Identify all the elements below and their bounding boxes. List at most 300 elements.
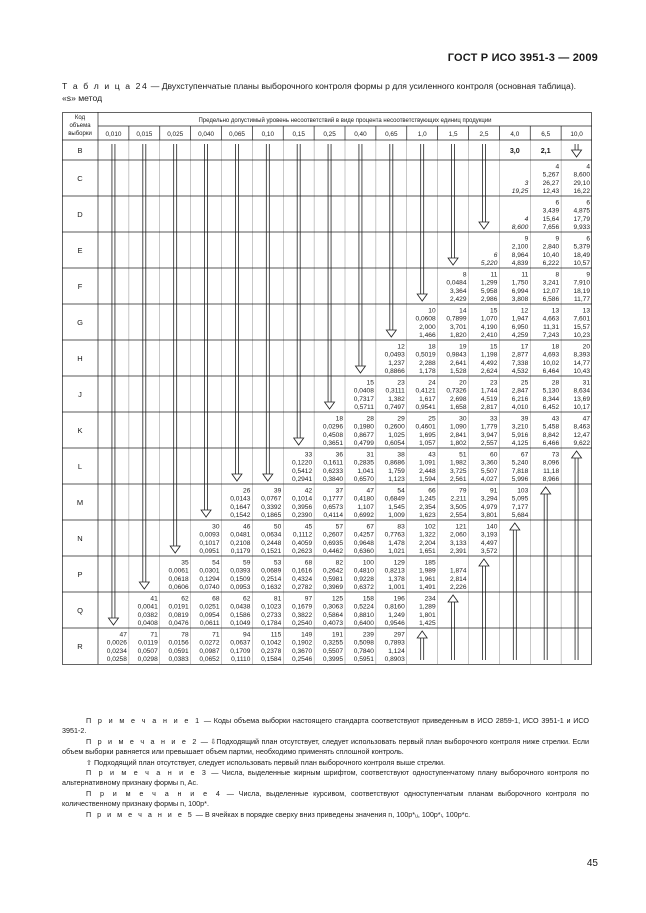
cell-r7-c13-line1: 2,847 — [511, 387, 529, 395]
cell-r7-c10-line2: 1,617 — [419, 395, 436, 403]
cell-r13-c3-line2: 0,0954 — [199, 611, 220, 619]
cell-r8-c9-line3: 0,6054 — [384, 440, 405, 447]
cell-r12-c6-line0: 68 — [304, 559, 313, 567]
cell-r8-c11-line3: 1,802 — [449, 440, 467, 447]
cell-r13-c1-line2: 0,0382 — [137, 611, 158, 619]
cell-r12-c7-line0: 82 — [335, 559, 343, 567]
cell-r4-c11-line3: 2,429 — [449, 296, 467, 303]
cell-r4-c14-line0: 8 — [555, 271, 560, 279]
cell-r2-c14-line0: 6 — [555, 199, 560, 207]
cell-r5-c14-line1: 4,663 — [542, 315, 560, 323]
cell-r9-c6-line0: 33 — [304, 451, 313, 459]
cell-r6-c11-line3: 1,528 — [449, 368, 467, 375]
sampling-plans-table — [62, 112, 592, 671]
cell-r3-c14-line2: 10,40 — [542, 251, 560, 259]
cell-r11-c4-line0: 46 — [243, 523, 251, 531]
code-header-line: объема — [69, 123, 91, 129]
cell-r10-c7-line0: 37 — [335, 487, 343, 495]
cell-r12-c9-line1: 0,8213 — [384, 567, 405, 575]
cell-r4-c12-line2: 5,958 — [480, 287, 498, 295]
cell-r12-c8-line1: 0,4810 — [353, 567, 374, 575]
cell-r5-c11-line2: 3,701 — [449, 323, 467, 331]
cell-r11-c7-line2: 0,6935 — [322, 539, 343, 547]
cell-r14-c7-line0: 191 — [331, 631, 343, 639]
cell-r7-c11-line2: 2,698 — [449, 395, 467, 403]
cell-r12-c2-line0: 35 — [181, 559, 189, 567]
cell-r14-c2-line2: 0,0591 — [168, 647, 189, 655]
cell-r5-c14-line2: 11,31 — [543, 323, 560, 331]
cell-r11-c12-line1: 3,193 — [480, 531, 498, 539]
cell-r6-c12-line1: 1,198 — [480, 351, 498, 359]
cell-r5-c12-line3: 2,410 — [480, 332, 498, 339]
cell-r11-c3-line2: 0,1017 — [199, 539, 220, 547]
cell-r13-c4-line0: 62 — [243, 595, 251, 603]
cell-r6-c13-line3: 4,532 — [511, 368, 529, 375]
row-code-R: R — [77, 642, 83, 651]
caption-label: Т а б л и ц а 24 — [62, 81, 149, 91]
note-3-label: П р и м е ч а н и е 3 — [86, 768, 208, 778]
note-2-label: П р и м е ч а н и е 2 — [86, 736, 199, 746]
cell-r11-c5-line3: 0,1521 — [261, 548, 282, 555]
cell-r10-c13-line3: 5,684 — [511, 512, 529, 519]
cell-r11-c9-line1: 0,7763 — [384, 531, 405, 539]
cell-r7-c8-line0: 15 — [366, 379, 374, 387]
cell-r9-c7-line3: 0,3840 — [322, 476, 343, 483]
cell-r13-c8-line0: 158 — [362, 595, 374, 603]
cell-r1-c15-line3: 16,22 — [573, 188, 590, 195]
cell-r13-c6-line1: 0,1679 — [291, 603, 313, 611]
cell-r11-c6-line2: 0,4059 — [291, 539, 313, 547]
cell-r10-c10-line0: 66 — [428, 487, 436, 495]
cell-r7-c9-line1: 0,3111 — [385, 387, 405, 395]
cell-r13-c3-line3: 0,0611 — [199, 620, 220, 627]
cell-r7-c9-line3: 0,7497 — [384, 404, 405, 411]
cell-r12-c5-line0: 53 — [273, 559, 282, 567]
aql-header-1: 0,015 — [136, 131, 153, 138]
cell-r4-c15-line1: 7,910 — [573, 279, 590, 287]
cell-r9-c7-line2: 0,6233 — [322, 467, 343, 475]
cell-r2-c14-line1: 3,439 — [542, 207, 560, 215]
notes-section — [62, 716, 589, 820]
cell-r14-c3-line2: 0,0987 — [199, 647, 220, 655]
cell-r11-c3-line1: 0,0093 — [199, 531, 220, 539]
cell-r13-c2-line0: 62 — [181, 595, 189, 603]
down-arrow-head — [108, 618, 118, 625]
down-arrow-head — [325, 402, 335, 409]
cell-r9-c8-line3: 0,6570 — [353, 476, 374, 483]
cell-r12-c9-line3: 1,001 — [388, 584, 405, 591]
down-arrow-head — [170, 546, 180, 553]
cell-r7-c12-line3: 2,817 — [480, 404, 498, 411]
cell-r8-c14-line3: 6,466 — [542, 440, 560, 447]
cell-r11-c11-line2: 3,133 — [449, 539, 467, 547]
cell-r1-c15-line1: 8,600 — [573, 171, 590, 179]
cell-r12-c3-line3: 0,0740 — [199, 584, 220, 591]
cell-r9-c10-line3: 1,594 — [419, 476, 436, 483]
cell-r10-c6-line3: 0,2390 — [291, 512, 313, 519]
cell-r10-c13-line2: 7,177 — [511, 503, 529, 511]
aql-header-10: 1,0 — [417, 131, 427, 138]
cell-r6-c9-line0: 12 — [397, 343, 405, 351]
row-code-E: E — [77, 246, 83, 255]
cell-r10-c11-line1: 2,211 — [450, 495, 467, 503]
down-arrow-head — [386, 330, 396, 337]
note-5-label: П р и м е ч а н и е 5 — [86, 809, 194, 819]
cell-r9-c6-line3: 0,2941 — [291, 476, 313, 483]
cell-r2-c15-line2: 17,79 — [573, 215, 590, 223]
row-code-G: G — [77, 318, 83, 327]
cell-r8-c8-line0: 28 — [366, 415, 374, 423]
cell-r13-c6-line0: 97 — [304, 595, 313, 603]
cell-r11-c5-line0: 50 — [273, 523, 282, 531]
aql-header-12: 2,5 — [479, 131, 489, 138]
cell-r9-c14-line2: 11,18 — [543, 467, 560, 475]
cell-r10-c11-line2: 3,505 — [449, 503, 467, 511]
cell-r6-c12-line0: 15 — [490, 343, 498, 351]
cell-r6-c11-line1: 0,9843 — [446, 351, 467, 359]
cell-r6-c15-line2: 14,77 — [573, 359, 590, 367]
cell-r10-c4-line1: 0,0143 — [230, 495, 251, 503]
cell-r5-c11-line1: 0,7899 — [446, 315, 467, 323]
cell-r14-c1-line0: 71 — [150, 631, 158, 639]
cell-r7-c14-line2: 8,344 — [542, 395, 560, 403]
cell-r12-c4-line3: 0,0953 — [230, 584, 251, 591]
cell-r6-c11-line2: 2,641 — [449, 359, 467, 367]
cell-r7-c10-line0: 24 — [428, 379, 436, 387]
cell-r8-c15-line0: 47 — [582, 415, 590, 423]
cell-r11-c10-line0: 102 — [424, 523, 436, 531]
cell-r3-c14-line3: 6,222 — [542, 260, 560, 267]
cell-r5-c10-line3: 1,466 — [419, 332, 436, 339]
cell-r1-c15-line2: 29,10 — [573, 179, 590, 187]
cell-r10-c11-line3: 2,554 — [449, 512, 467, 519]
cell-r6-c14-line1: 4,693 — [542, 351, 560, 359]
cell-r13-c2-line2: 0,0819 — [168, 611, 189, 619]
cell-r2-c13-line0: 4 — [524, 215, 529, 223]
cell-r11-c8-line3: 0,6360 — [353, 548, 374, 555]
cell-r10-c5-line3: 0,1865 — [261, 512, 282, 519]
cell-r7-c14-line3: 6,452 — [542, 404, 560, 411]
cell-r7-c11-line3: 1,658 — [449, 404, 467, 411]
cell-r11-c10-line1: 1,322 — [419, 531, 436, 539]
cell-r10-c9-line2: 1,545 — [388, 503, 405, 511]
cell-r8-c12-line0: 33 — [490, 415, 498, 423]
cell-r5-c14-line3: 7,243 — [542, 332, 560, 339]
aql-header-15: 10,0 — [570, 131, 583, 138]
cell-r9-c11-line1: 1,982 — [449, 459, 467, 467]
cell-r14-c9-line0: 297 — [393, 631, 405, 639]
cell-r7-c13-line0: 25 — [520, 379, 529, 387]
cell-r10-c5-line1: 0,0767 — [261, 495, 282, 503]
cell-r13-c8-line2: 0,8810 — [353, 611, 374, 619]
cell-r13-c6-line3: 0,2540 — [291, 620, 313, 627]
cell-r14-c6-line1: 0,1902 — [291, 639, 313, 647]
cell-r10-c12-line0: 91 — [490, 487, 498, 495]
cell-r1-c14-line2: 26,27 — [542, 179, 560, 187]
cell-r8-c7-line3: 0,3651 — [322, 440, 343, 447]
note-2 — [62, 737, 589, 758]
cell-r2-c15-line3: 9,933 — [573, 224, 590, 231]
cell-r13-c10-line3: 1,425 — [419, 620, 436, 627]
cell-r6-c10-line2: 2,288 — [419, 359, 436, 367]
cell-r10-c8-line1: 0,4180 — [353, 495, 374, 503]
cell-r12-c10-line0: 185 — [424, 559, 436, 567]
cell-r4-c12-line3: 2,986 — [480, 296, 498, 303]
cell-r10-c10-line1: 1,245 — [419, 495, 436, 503]
cell-r10-c8-line2: 1,107 — [357, 503, 374, 511]
row-code-Q: Q — [77, 606, 83, 615]
cell-r1-c15-line0: 4 — [586, 163, 590, 171]
aql-header-6: 0,15 — [292, 131, 305, 138]
cell-r14-c0-line3: 0,0258 — [106, 656, 127, 663]
cell-r7-c13-line2: 6,216 — [511, 395, 529, 403]
cell-r9-c6-line2: 0,5412 — [291, 467, 313, 475]
cell-r13-c9-line2: 1,249 — [388, 611, 405, 619]
cell-r13-c5-line0: 81 — [273, 595, 282, 603]
cell-r8-c7-line2: 0,4508 — [322, 431, 343, 439]
aql-header-13: 4,0 — [510, 131, 520, 138]
cell-r7-c14-line1: 5,130 — [542, 387, 560, 395]
cell-r9-c10-line2: 2,448 — [419, 467, 436, 475]
cell-r6-c15-line3: 10,43 — [573, 368, 590, 375]
cell-r5-c15-line0: 13 — [582, 307, 590, 315]
cell-r12-c2-line3: 0,0606 — [168, 584, 189, 591]
cell-r6-c9-line1: 0,0493 — [384, 351, 405, 359]
note-2b: ⇧ Подходящий план отсутствует, следует использовать первый план выборочного контроля выше стрелки. — [86, 757, 446, 767]
cell-r14-c3-line3: 0,0652 — [199, 656, 220, 663]
cell-r10-c9-line1: 0,6849 — [384, 495, 405, 503]
down-arrow-head — [355, 366, 365, 373]
cell-r9-c13-line1: 5,240 — [511, 459, 529, 467]
down-arrow-head — [263, 474, 273, 481]
cell-r11-c11-line1: 2,060 — [449, 531, 467, 539]
cell-r2-c14-line2: 15,64 — [542, 215, 560, 223]
cell-r6-c9-line3: 0,8866 — [384, 368, 405, 375]
cell-r14-c5-line3: 0,1584 — [261, 656, 282, 663]
cell-r11-c12-line0: 140 — [486, 523, 498, 531]
row-code-P: P — [77, 570, 83, 579]
cell-r8-c14-line2: 8,842 — [542, 431, 560, 439]
cell-r13-c10-line2: 1,801 — [419, 611, 436, 619]
cell-r10-c4-line0: 26 — [243, 487, 251, 495]
cell-r13-c8-line3: 0,6400 — [353, 620, 374, 627]
cell-r6-c12-line3: 2,624 — [480, 368, 498, 375]
cell-r2-c14-line3: 7,656 — [542, 224, 560, 231]
cell-r14-c2-line0: 78 — [181, 631, 189, 639]
cell-r6-c14-line2: 10,02 — [542, 359, 560, 367]
cell-r7-c15-line0: 31 — [582, 379, 590, 387]
cell-r2-c15-line1: 4,875 — [573, 207, 590, 215]
row-code-C: C — [77, 174, 83, 183]
cell-r14-c4-line1: 0,0637 — [230, 639, 251, 647]
cell-r9-c14-line1: 8,096 — [542, 459, 560, 467]
note-4-text: — Числа, выделенные курсивом, соответствуют одноступенчатым планам выборочного контроля по количественному признаку формы n, 100p*. — [62, 788, 589, 809]
cell-r11-c11-line3: 2,391 — [449, 548, 467, 555]
cell-r6-c15-line1: 8,393 — [573, 351, 590, 359]
cell-r12-c4-line0: 59 — [243, 559, 251, 567]
code-header-line: выборки — [68, 131, 92, 137]
cell-r13-c5-line1: 0,1023 — [261, 603, 282, 611]
cell-r7-c8-line2: 0,7317 — [353, 395, 374, 403]
cell-r8-c14-line0: 43 — [551, 415, 560, 423]
cell-r12-c10-line3: 1,491 — [419, 584, 436, 591]
cell-r7-c12-line0: 23 — [490, 379, 498, 387]
cell-r12-c7-line3: 0,3969 — [322, 584, 343, 591]
down-arrow-head — [294, 438, 304, 445]
cell-r5-c13-line1: 1,947 — [511, 315, 529, 323]
page-number: 45 — [586, 858, 598, 869]
cell-r6-c13-line0: 17 — [520, 343, 529, 351]
row-code-F: F — [77, 282, 83, 291]
cell-r14-c8-line2: 0,7840 — [353, 647, 374, 655]
cell-r11-c5-line2: 0,2448 — [261, 539, 282, 547]
cell-r12-c8-line2: 0,9228 — [353, 575, 374, 583]
cell-r8-c10-line2: 1,695 — [419, 431, 436, 439]
cell-r7-c8-line3: 0,5711 — [354, 404, 374, 411]
cell-r8-c9-line2: 1,025 — [388, 431, 405, 439]
down-arrow-head — [448, 258, 458, 265]
cell-r12-c3-line1: 0,0301 — [199, 567, 220, 575]
cell-r4-c14-line3: 6,586 — [542, 296, 560, 303]
cell-r9-c10-line0: 43 — [428, 451, 436, 459]
cell-r3-c15-line0: 6 — [586, 235, 590, 243]
cell-r8-c7-line0: 18 — [335, 415, 343, 423]
cell-r11-c9-line3: 1,021 — [388, 548, 405, 555]
cell-r9-c7-line1: 0,1611 — [323, 459, 343, 467]
cell-r9-c14-line3: 8,966 — [542, 476, 560, 483]
cell-r13-c4-line3: 0,1049 — [230, 620, 251, 627]
cell-r4-c15-line0: 9 — [586, 271, 590, 279]
cell-r4-c14-line2: 12,07 — [542, 287, 560, 295]
cell-r14-c7-line1: 0,3255 — [322, 639, 343, 647]
cell-r12-c5-line1: 0,0689 — [261, 567, 282, 575]
cell-r10-c5-line0: 39 — [273, 487, 282, 495]
aql-header-7: 0,25 — [323, 131, 336, 138]
cell-r5-c11-line0: 14 — [459, 307, 467, 315]
cell-r4-c14-line1: 3,241 — [542, 279, 560, 287]
cell-r8-c10-line1: 0,4601 — [415, 423, 436, 431]
cell-r7-c12-line1: 1,744 — [480, 387, 498, 395]
cell-r12-c6-line2: 0,4324 — [291, 575, 313, 583]
row-code-M: M — [76, 498, 84, 507]
cell-r1-c13-line1: 19,25 — [511, 188, 529, 195]
cell-r13-c3-line1: 0,0251 — [199, 603, 220, 611]
row-code-D: D — [77, 210, 83, 219]
cell-r8-c13-line1: 3,210 — [511, 423, 529, 431]
cell-r14-c0-line2: 0,0234 — [106, 647, 127, 655]
cell-r3-c15-line2: 18,49 — [573, 251, 590, 259]
note-1-text: — Коды объема выборки настоящего стандарта соответствуют приведенным в ИСО 2859-1, ИСО 3951-1 и ИСО 3951-2. — [62, 716, 589, 736]
cell-r14-c1-line2: 0,0507 — [137, 647, 158, 655]
cell-r11-c12-line3: 3,572 — [480, 548, 498, 555]
cell-r6-c10-line1: 0,5019 — [415, 351, 436, 359]
cell-r8-c10-line3: 1,057 — [419, 440, 436, 447]
cell-r10-c4-line2: 0,1647 — [230, 503, 251, 511]
cell-r12-c5-line2: 0,2514 — [261, 575, 282, 583]
up-arrow-head — [448, 595, 458, 602]
cell-r14-c4-line3: 0,1110 — [231, 656, 251, 663]
note-4-label: П р и м е ч а н и е 4 — [86, 788, 222, 798]
cell-r12-c10-line1: 1,989 — [419, 567, 436, 575]
cell-r11-c4-line2: 0,2108 — [230, 539, 251, 547]
cell-r7-c9-line0: 23 — [397, 379, 405, 387]
cell-r3-c15-line3: 10,57 — [573, 260, 590, 267]
cell-r10-c6-line2: 0,3956 — [291, 503, 313, 511]
cell-r12-c11-line1: 1,874 — [449, 567, 467, 575]
aql-header-11: 1,5 — [448, 131, 458, 138]
cell-r9-c9-line0: 38 — [397, 451, 405, 459]
cell-r9-c12-line0: 60 — [490, 451, 498, 459]
cell-r4-c11-line0: 8 — [462, 271, 467, 279]
cell-r14-c8-line0: 239 — [362, 631, 374, 639]
cell-r12-c2-line1: 0,0061 — [168, 567, 189, 575]
cell-r8-c15-line2: 12,47 — [573, 431, 590, 439]
cell-r5-c14-line0: 13 — [551, 307, 560, 315]
cell-r13-c9-line0: 196 — [393, 595, 405, 603]
cell-r6-c9-line2: 1,237 — [388, 359, 405, 367]
cell-r8-c8-line2: 0,8677 — [353, 431, 374, 439]
cell-r12-c7-line1: 0,2642 — [322, 567, 343, 575]
cell-r5-c15-line3: 10,23 — [573, 332, 590, 339]
cell-r7-c12-line2: 4,519 — [480, 395, 498, 403]
cell-r14-c3-line0: 71 — [212, 631, 220, 639]
cell-r9-c12-line1: 3,360 — [480, 459, 498, 467]
cell-r8-c15-line3: 9,622 — [573, 440, 590, 447]
cell-r4-c13-line1: 1,750 — [511, 279, 529, 287]
cell-r13-c1-line3: 0,0408 — [137, 620, 158, 627]
cell-r7-c15-line1: 8,634 — [573, 387, 590, 395]
cell-r13-c6-line2: 0,3822 — [291, 611, 313, 619]
cell-r6-c15-line0: 20 — [582, 343, 590, 351]
cell-r14-c8-line1: 0,5098 — [353, 639, 374, 647]
cell-r9-c7-line0: 36 — [335, 451, 343, 459]
cell-r4-c15-line3: 11,77 — [573, 296, 590, 303]
cell-r8-c12-line1: 1,779 — [480, 423, 498, 431]
cell-r4-c13-line0: 11 — [521, 271, 529, 279]
cell-r10-c9-line3: 1,009 — [388, 512, 405, 519]
cell-r14-c5-line1: 0,1042 — [261, 639, 282, 647]
cell-r13-c2-line1: 0,0191 — [168, 603, 189, 611]
cell-r12-c2-line2: 0,0618 — [168, 575, 189, 583]
cell-r4-c13-line2: 6,994 — [511, 287, 529, 295]
cell-r8-c9-line0: 29 — [397, 415, 405, 423]
cell-r4-c11-line2: 3,364 — [449, 287, 467, 295]
row-code-L: L — [77, 462, 83, 471]
cell-r0-c14: 2,1 — [540, 146, 551, 155]
cell-r7-c13-line3: 4,010 — [511, 404, 529, 411]
cell-r13-c9-line1: 0,8160 — [384, 603, 405, 611]
cell-r5-c10-line0: 10 — [428, 307, 436, 315]
up-arrow-head — [479, 559, 489, 566]
cell-r10-c5-line2: 0,3392 — [261, 503, 282, 511]
cell-r10-c6-line1: 0,1014 — [291, 495, 313, 503]
cell-r3-c13-line2: 8,964 — [511, 251, 529, 259]
cell-r11-c6-line1: 0,1112 — [292, 531, 313, 539]
cell-r5-c13-line0: 12 — [520, 307, 529, 315]
cell-r10-c13-line1: 5,095 — [511, 495, 529, 503]
cell-r2-c15-line0: 6 — [586, 199, 590, 207]
table-caption — [62, 80, 592, 104]
code-header-line: Код — [74, 115, 86, 121]
cell-r4-c12-line0: 11 — [490, 271, 498, 279]
cell-r12-c3-line0: 54 — [212, 559, 220, 567]
cell-r10-c8-line3: 0,6992 — [353, 512, 374, 519]
cell-r14-c9-line1: 0,7893 — [384, 639, 405, 647]
cell-r9-c6-line1: 0,1220 — [291, 459, 313, 467]
note-5 — [62, 810, 589, 820]
cell-r11-c9-line0: 83 — [397, 523, 405, 531]
row-code-N: N — [77, 534, 83, 543]
